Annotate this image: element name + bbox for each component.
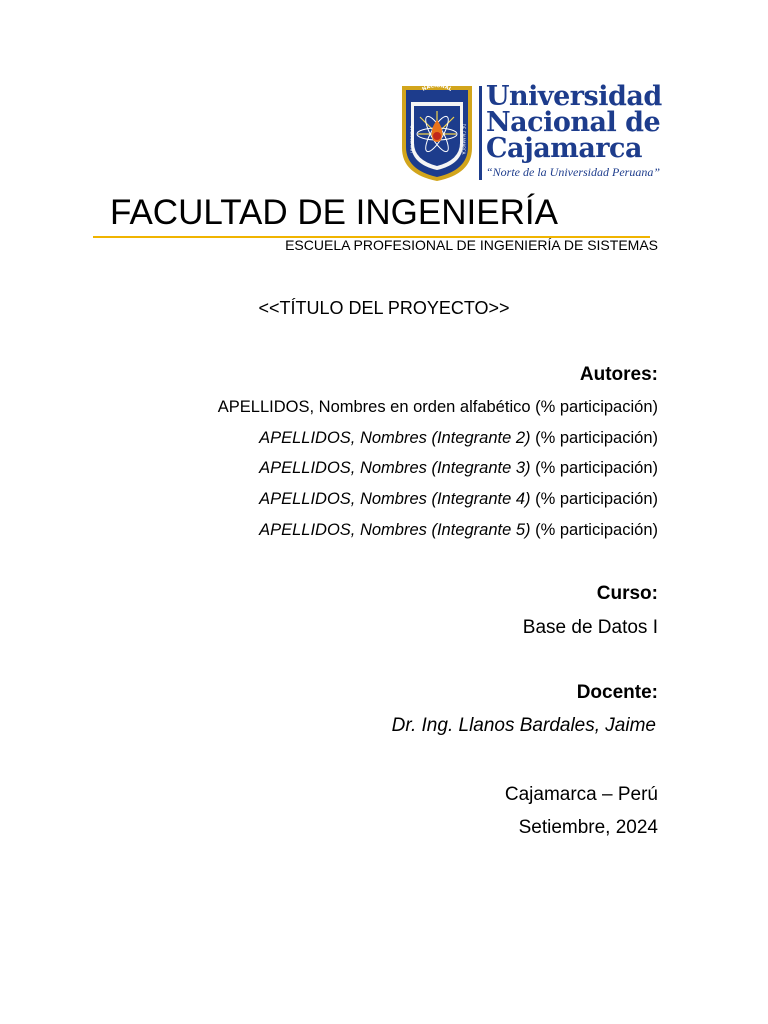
university-logo bbox=[400, 81, 662, 182]
logo-line-3: Cajamarca bbox=[486, 133, 642, 164]
teacher-label: Docente: bbox=[576, 682, 658, 703]
logo-divider bbox=[479, 86, 482, 180]
project-title: <<TÍTULO DEL PROYECTO>> bbox=[258, 298, 510, 318]
author-4-name: APELLIDOS, Nombres (Integrante 4) bbox=[259, 490, 531, 508]
author-3-pct: (% participación) bbox=[530, 459, 658, 477]
author-5-name: APELLIDOS, Nombres (Integrante 5) bbox=[259, 521, 531, 539]
seal-right-text: DE CAJAMARCA bbox=[461, 123, 466, 155]
authors-label: Autores: bbox=[579, 364, 658, 385]
author-5-pct: (% participación) bbox=[530, 521, 658, 539]
author-2-pct: (% participación) bbox=[530, 429, 658, 447]
author-first: APELLIDOS, Nombres en orden alfabético (% participación) bbox=[217, 398, 658, 416]
university-seal-icon bbox=[400, 84, 474, 182]
author-4-pct: (% participación) bbox=[530, 490, 658, 508]
logo-line-1: Universidad bbox=[486, 81, 662, 112]
author-2-name: APELLIDOS, Nombres (Integrante 2) bbox=[259, 429, 531, 447]
svg-text:UNIVERSIDAD bbox=[410, 125, 415, 153]
teacher-value: Dr. Ing. Llanos Bardales, Jaime bbox=[391, 715, 656, 736]
school-name: ESCUELA PROFESIONAL DE INGENIERÍA DE SISTEMAS bbox=[285, 237, 658, 253]
author-4 bbox=[259, 489, 658, 509]
logo-motto: “Norte de la Universidad Peruana” bbox=[486, 165, 660, 179]
seal-top-text: NACIONAL bbox=[421, 84, 453, 93]
author-3 bbox=[259, 458, 658, 478]
logo-line-2: Nacional de bbox=[486, 107, 661, 138]
faculty-title: FACULTAD DE INGENIERÍA bbox=[110, 193, 558, 232]
date: Setiembre, 2024 bbox=[518, 817, 658, 838]
seal-left-text: UNIVERSIDAD bbox=[410, 125, 415, 153]
course-value: Base de Datos I bbox=[522, 617, 658, 638]
place: Cajamarca – Perú bbox=[504, 784, 658, 805]
author-2 bbox=[259, 428, 658, 448]
course-label: Curso: bbox=[596, 583, 658, 604]
logo-wordmark bbox=[486, 81, 662, 179]
svg-text:DE CAJAMARCA bbox=[461, 124, 466, 155]
author-5 bbox=[259, 520, 658, 540]
author-3-name: APELLIDOS, Nombres (Integrante 3) bbox=[259, 459, 531, 477]
